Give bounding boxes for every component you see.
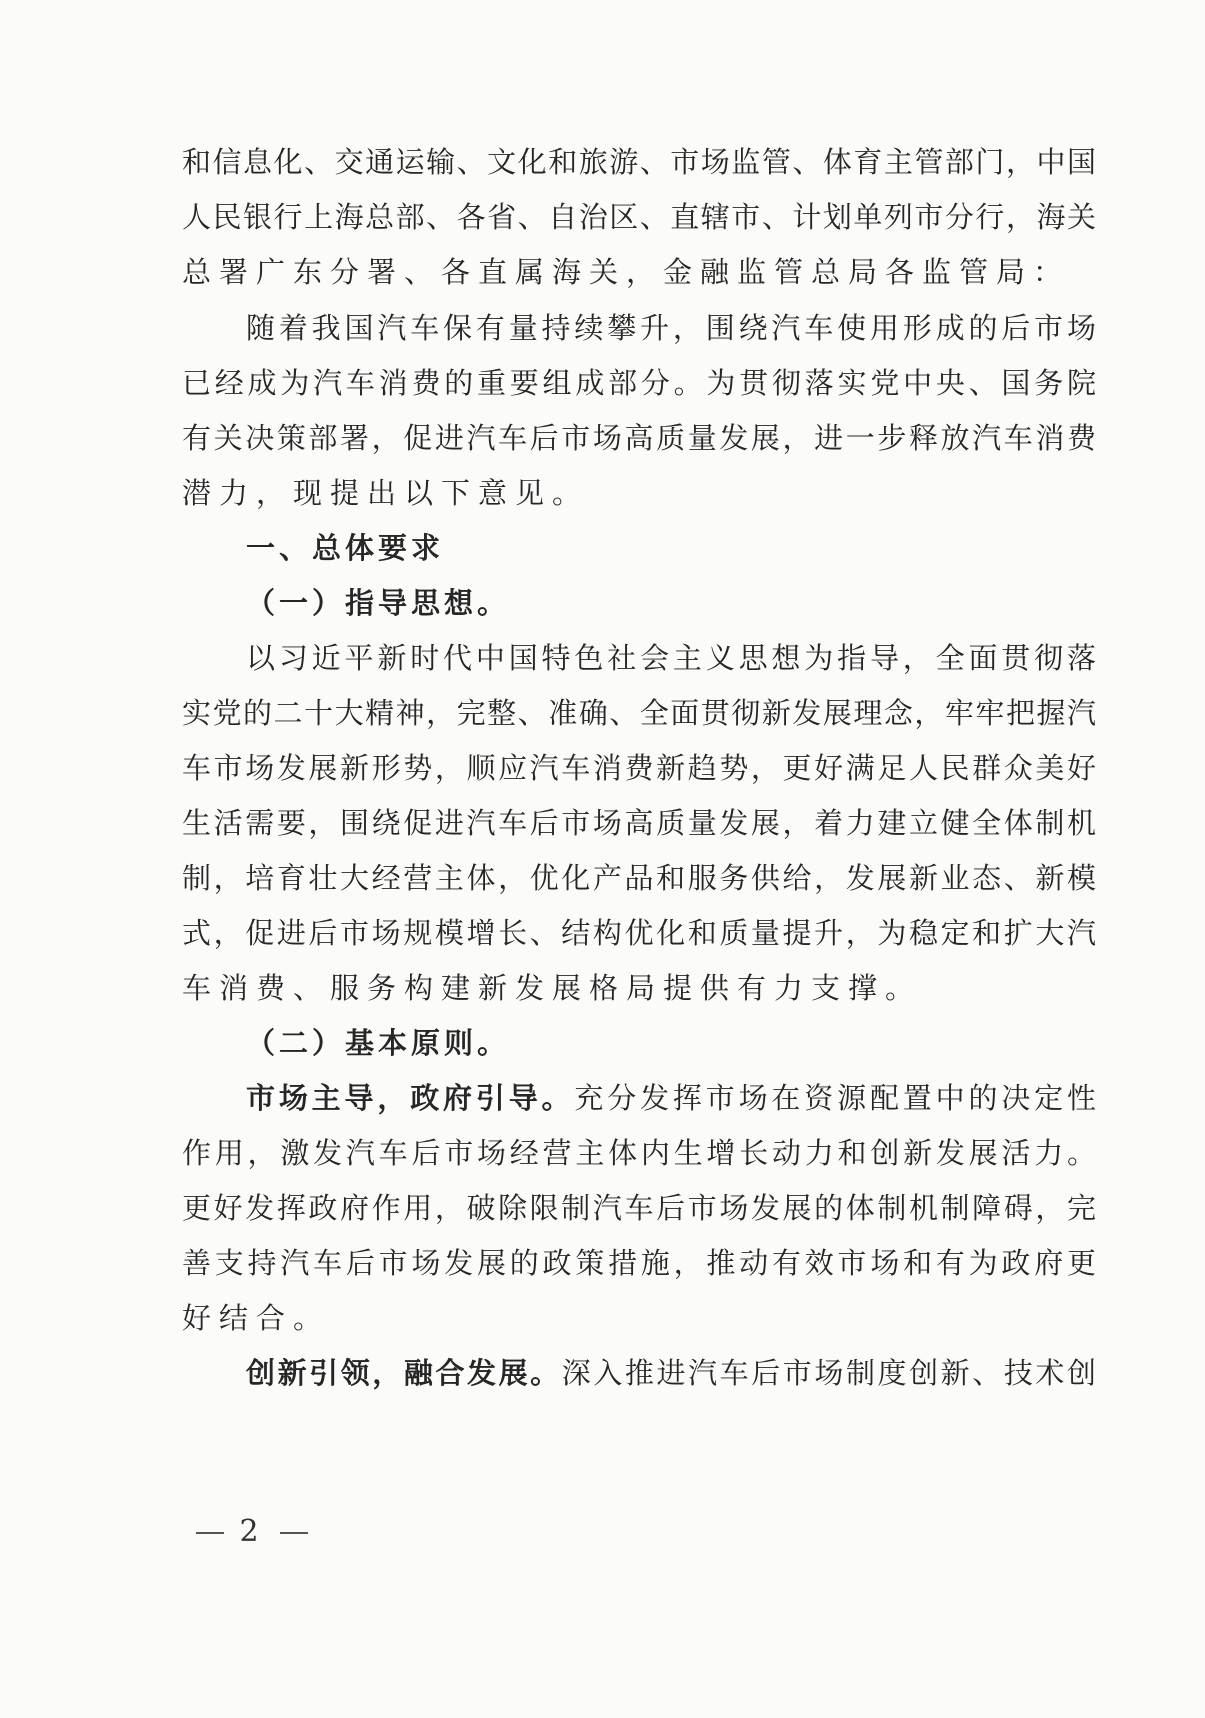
- principle-1-line-5: 好结合。: [182, 1301, 331, 1335]
- guiding-line-2: 实党的二十大精神，完整、准确、全面贯彻新发展理念，牢牢把握汽: [182, 696, 1097, 730]
- guiding-line-6: 式，促进后市场规模增长、结构优化和质量提升，为稳定和扩大汽: [182, 916, 1097, 950]
- principle-1-line-4: 善支持汽车后市场发展的政策措施，推动有效市场和有为政府更: [182, 1246, 1097, 1280]
- principle-2-first-line-rest: 深入推进汽车后市场制度创新、技术创: [561, 1356, 1097, 1390]
- principle-2-lead: 创新引领，融合发展。: [246, 1356, 562, 1390]
- preamble-line-4: 潜力，现提出以下意见。: [182, 476, 590, 510]
- principle-1-line-1: [246, 1078, 1097, 1118]
- subsection-heading-basic-principles: （二）基本原则。: [246, 1026, 511, 1060]
- page-number-value: 2: [239, 1514, 265, 1549]
- guiding-line-1: 以习近平新时代中国特色社会主义思想为指导，全面贯彻落: [246, 641, 1097, 675]
- preamble-line-2: 已经成为汽车消费的重要组成部分。为贯彻落实党中央、国务院: [182, 366, 1097, 400]
- principle-1-line-3: 更好发挥政府作用，破除限制汽车后市场发展的体制机制障碍，完: [182, 1191, 1097, 1225]
- page-number-right-dash: [280, 1532, 308, 1534]
- intro-line-2: 人民银行上海总部、各省、自治区、直辖市、计划单列市分行，海关: [182, 200, 1097, 234]
- guiding-line-5: 制，培育壮大经营主体，优化产品和服务供给，发展新业态、新模: [182, 861, 1097, 895]
- intro-line-1: 和信息化、交通运输、文化和旅游、市场监管、体育主管部门，中国: [182, 145, 1097, 179]
- principle-1-lead: 市场主导，政府引导。: [246, 1081, 575, 1115]
- guiding-line-4: 生活需要，围绕促进汽车后市场高质量发展，着力建立健全体制机: [182, 806, 1097, 840]
- subsection-heading-guiding-ideology: （一）指导思想。: [246, 586, 511, 620]
- intro-line-3: 总署广东分署、各直属海关，金融监管总局各监管局：: [182, 255, 1071, 289]
- principle-1-line-2: 作用，激发汽车后市场经营主体内生增长动力和创新发展活力。: [182, 1136, 1097, 1170]
- page-number: [196, 1514, 308, 1550]
- section-heading-overall-requirements: 一、总体要求: [246, 531, 445, 565]
- preamble-line-1: 随着我国汽车保有量持续攀升，围绕汽车使用形成的后市场: [246, 311, 1097, 345]
- guiding-line-3: 车市场发展新形势，顺应汽车消费新趋势，更好满足人民群众美好: [182, 751, 1097, 785]
- principle-2-line-1: [246, 1353, 1097, 1393]
- principle-1-first-line-rest: 充分发挥市场在资源配置中的决定性: [574, 1081, 1097, 1115]
- page-number-left-dash: [196, 1532, 224, 1534]
- guiding-line-7: 车消费、服务构建新发展格局提供有力支撑。: [182, 971, 923, 1005]
- preamble-line-3: 有关决策部署，促进汽车后市场高质量发展，进一步释放汽车消费: [182, 421, 1097, 455]
